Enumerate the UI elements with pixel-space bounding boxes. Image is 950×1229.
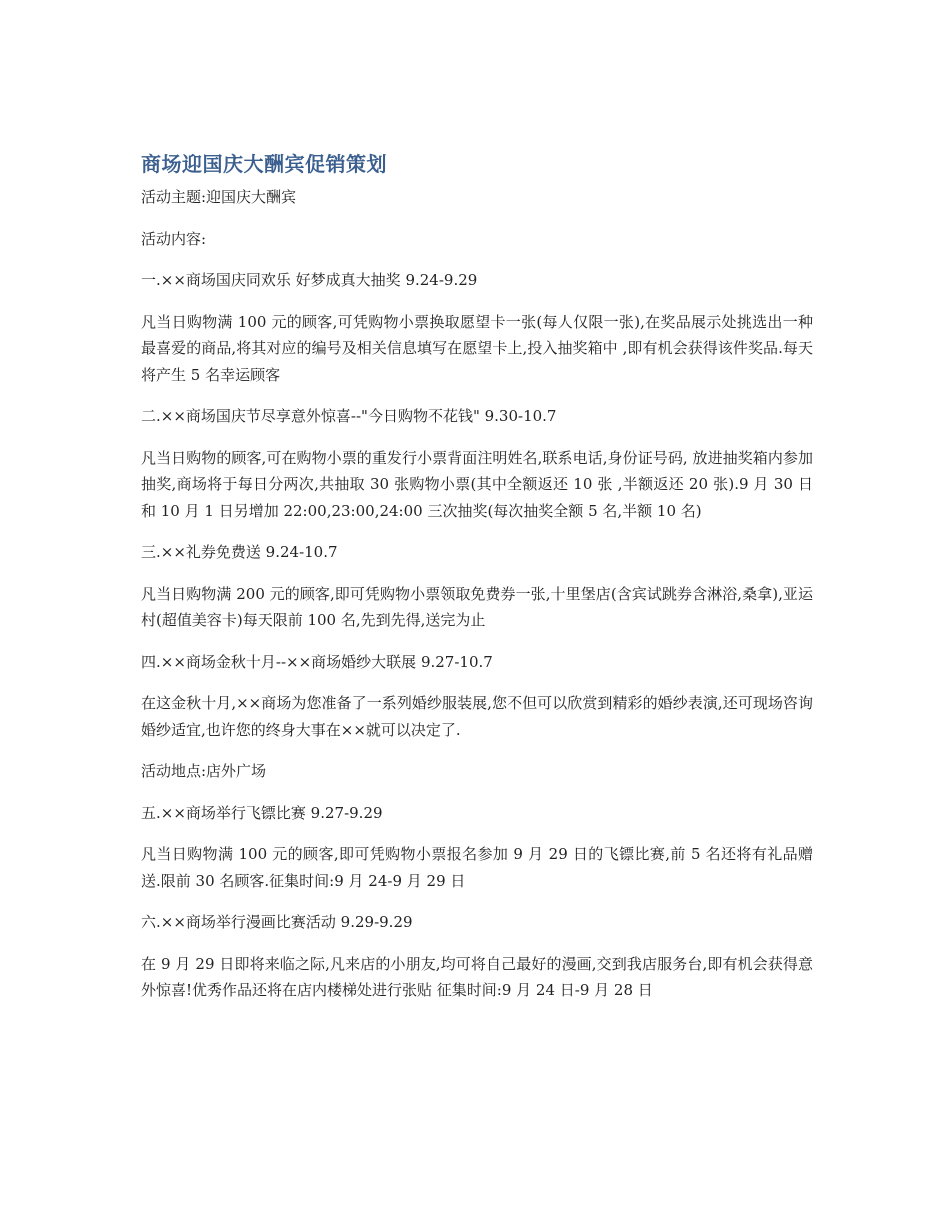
- document-page: [141, 150, 813, 1019]
- section-2-heading: 二.××商场国庆节尽享意外惊喜--"今日购物不花钱" 9.30-10.7: [141, 407, 557, 425]
- section-5-heading: 五.××商场举行飞镖比赛 9.27-9.29: [141, 803, 383, 822]
- activity-location: 活动地点:店外广场: [141, 762, 267, 780]
- activity-content-heading: 活动内容:: [141, 229, 207, 248]
- section-3-body: 凡当日购物满 200 元的顾客,即可凭购物小票领取免费券一张,十里堡店(含宾试跳券含淋浴,桑拿),亚运村(超值美容卡)每天限前 100 名,先到先得,送完为止: [141, 584, 813, 629]
- document-title: 商场迎国庆大酬宾促销策划: [141, 152, 387, 176]
- section-2-body: 凡当日购物的顾客,可在购物小票的重发行小票背面注明姓名,联系电话,身份证号码, 放进抽奖箱内参加抽奖,商场将于每日分两次,共抽取 30 张购物小票(其中全额返还 10 张 ,半额返还 20 张).9 月 30 日和 10 月 1 日另增加 22:00,23:00,24:00 三次抽奖(每次抽奖全额 5 名,半额 10 名): [141, 448, 813, 520]
- section-1-heading: 一.××商场国庆同欢乐 好梦成真大抽奖 9.24-9.29: [141, 271, 478, 289]
- section-6-body: 在 9 月 29 日即将来临之际,凡来店的小朋友,均可将自己最好的漫画,交到我店服务台,即有机会获得意外惊喜!优秀作品还将在店内楼梯处进行张贴 征集时间:9 月 24 日-9 月 28 日: [141, 954, 813, 999]
- section-4-body: 在这金秋十月,××商场为您准备了一系列婚纱服装展,您不但可以欣赏到精彩的婚纱表演,还可现场咨询婚纱适宜,也许您的终身大事在××就可以决定了.: [141, 694, 813, 739]
- section-5-body: 凡当日购物满 100 元的顾客,即可凭购物小票报名参加 9 月 29 日的飞镖比赛,前 5 名还将有礼品赠送.限前 30 名顾客.征集时间:9 月 24-9 月 29 日: [141, 845, 813, 890]
- section-4-heading: 四.××商场金秋十月--××商场婚纱大联展 9.27-10.7: [141, 652, 493, 671]
- section-3-heading: 三.××礼券免费送 9.24-10.7: [141, 543, 338, 561]
- section-6-heading: 六.××商场举行漫画比赛活动 9.29-9.29: [141, 913, 413, 931]
- activity-theme: 活动主题:迎国庆大酬宾: [141, 188, 297, 206]
- section-1-body: 凡当日购物满 100 元的顾客,可凭购物小票换取愿望卡一张(每人仅限一张),在奖品展示处挑选出一种最喜爱的商品,将其对应的编号及相关信息填写在愿望卡上,投入抽奖箱中 ,即有机会获得该件奖品.每天将产生 5 名幸运顾客: [141, 312, 813, 384]
